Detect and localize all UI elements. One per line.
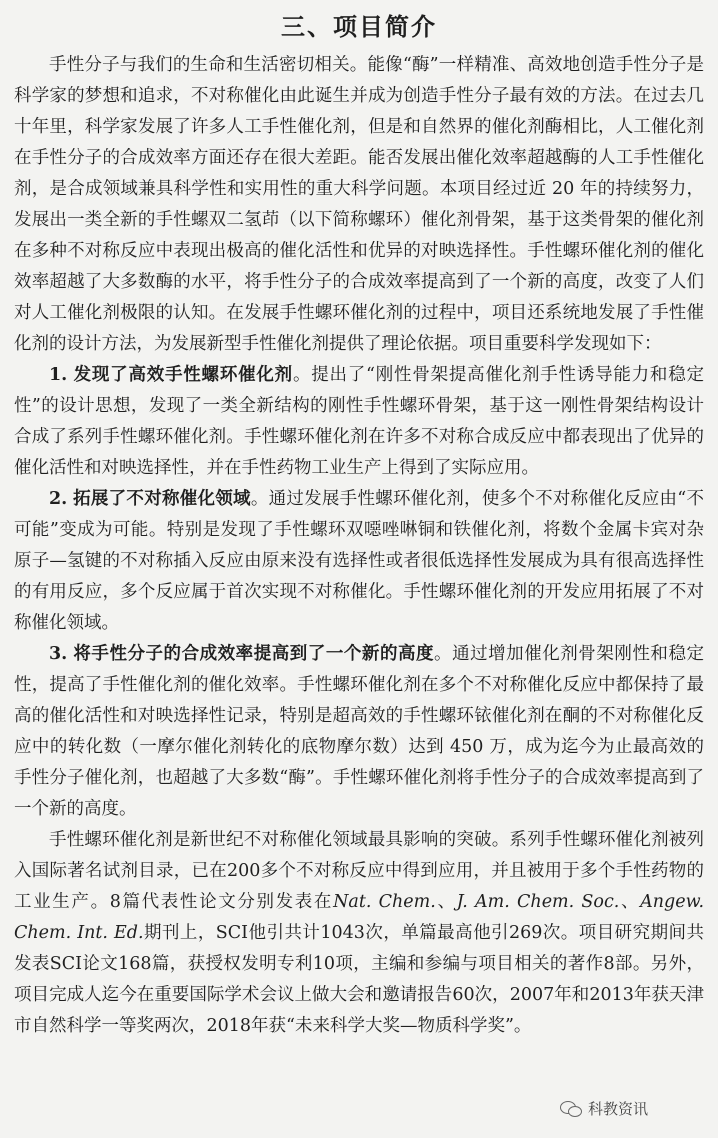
finding-2-body: 。通过发展手性螺环催化剂，使多个不对称催化反应由“不可能”变成为可能。特别是发现了手性螺环双噁唑啉铜和铁催化剂，将数个金属卡宾对杂原子—氢键的不对称插入反应由原来没有选择性或者很低选择性发展成为具有很高选择性的有用反应，多个反应属于首次实现不对称催化。手性螺环催化剂的开发应用拓展了不对称催化领域。: [14, 489, 705, 633]
journal-jacs: J. Am. Chem. Soc.: [456, 892, 620, 912]
finding-3: [14, 639, 704, 825]
finding-2-heading: 拓展了不对称催化领域: [73, 489, 251, 509]
source-watermark: [560, 1098, 648, 1119]
finding-1: [14, 360, 704, 484]
closing-sep-1: 、: [435, 892, 457, 912]
watermark-label: 科教资讯: [588, 1100, 649, 1118]
journal-nat-chem: Nat. Chem.: [333, 892, 436, 912]
finding-1-body: 。提出了“刚性骨架提高催化剂手性诱导能力和稳定性”的设计思想，发现了一类全新结构的刚性手性螺环骨架，基于这一刚性骨架结构设计合成了系列手性螺环催化剂。手性螺环催化剂在许多不对称合成反应中都表现出了优异的催化活性和对映选择性，并在手性药物工业生产上得到了实际应用。: [14, 365, 704, 478]
section-title: 三、项目简介: [281, 12, 437, 41]
finding-1-heading: 发现了高效手性螺环催化剂: [73, 365, 293, 385]
document-page: [14, 0, 704, 1042]
finding-3-number: 3.: [49, 644, 68, 664]
closing-sep-2: 、: [619, 892, 641, 912]
finding-3-heading: 将手性分子的合成效率提高到了一个新的高度: [73, 644, 435, 664]
closing-text-2: 期刊上，SCI他引共计1043次，单篇最高他引269次。项目研究期间共发表SCI论文168篇，获授权发明专利10项，主编和参编与项目相关的著作8部。另外，项目完成人迄今在重要国际学术会议上做大会和邀请报告60次，2007年和2013年获天津市自然科学一等奖两次，2018年获“未来科学大奖—物质科学奖”。: [14, 923, 704, 1036]
wechat-icon: [560, 1101, 582, 1117]
finding-3-body: 。通过增加催化剂骨架刚性和稳定性，提高了手性催化剂的催化效率。手性螺环催化剂在多个不对称催化反应中都保持了最高的催化活性和对映选择性记录，特别是超高效的手性螺环铱催化剂在酮的不对称催化反应中的转化数（一摩尔催化剂转化的底物摩尔数）达到 450 万，成为迄今为止最高效的手性分子催化剂，也超越了大多数“酶”。手性螺环催化剂将手性分子的合成效率提高到了一个新的高度。: [14, 644, 705, 819]
finding-1-number: 1.: [49, 365, 68, 385]
closing-paragraph: [14, 825, 704, 1042]
journal-angew: Angew. Chem. Int. Ed.: [14, 892, 705, 943]
finding-2: [14, 484, 704, 639]
intro-paragraph: 手性分子与我们的生命和生活密切相关。能像“酶”一样精准、高效地创造手性分子是科学家的梦想和追求，不对称催化由此诞生并成为创造手性分子最有效的方法。在过去几十年里，科学家发展了许多人工手性催化剂，但是和自然界的催化剂酶相比，人工催化剂在手性分子的合成效率方面还存在很大差距。能否发展出催化效率超越酶的人工手性催化剂，是合成领域兼具科学性和实用性的重大科学问题。本项目经过近 20 年的持续努力，发展出一类全新的手性螺双二氢茚（以下简称螺环）催化剂骨架，基于这类骨架的催化剂在多种不对称反应中表现出极高的催化活性和优异的对映选择性。手性螺环催化剂的催化效率超越了大多数酶的水平，将手性分子的合成效率提高到了一个新的高度，改变了人们对人工催化剂极限的认知。在发展手性螺环催化剂的过程中，项目还系统地发展了手性催化剂的设计方法，为发展新型手性催化剂提供了理论依据。项目重要科学发现如下：: [14, 55, 704, 354]
closing-text-1: 手性螺环催化剂是新世纪不对称催化领域最具影响的突破。系列手性螺环催化剂被列入国际著名试剂目录，已在200多个不对称反应中得到应用，并且被用于多个手性药物的工业生产。8篇代表性论文分别发表在: [14, 830, 704, 912]
finding-2-number: 2.: [49, 489, 68, 509]
